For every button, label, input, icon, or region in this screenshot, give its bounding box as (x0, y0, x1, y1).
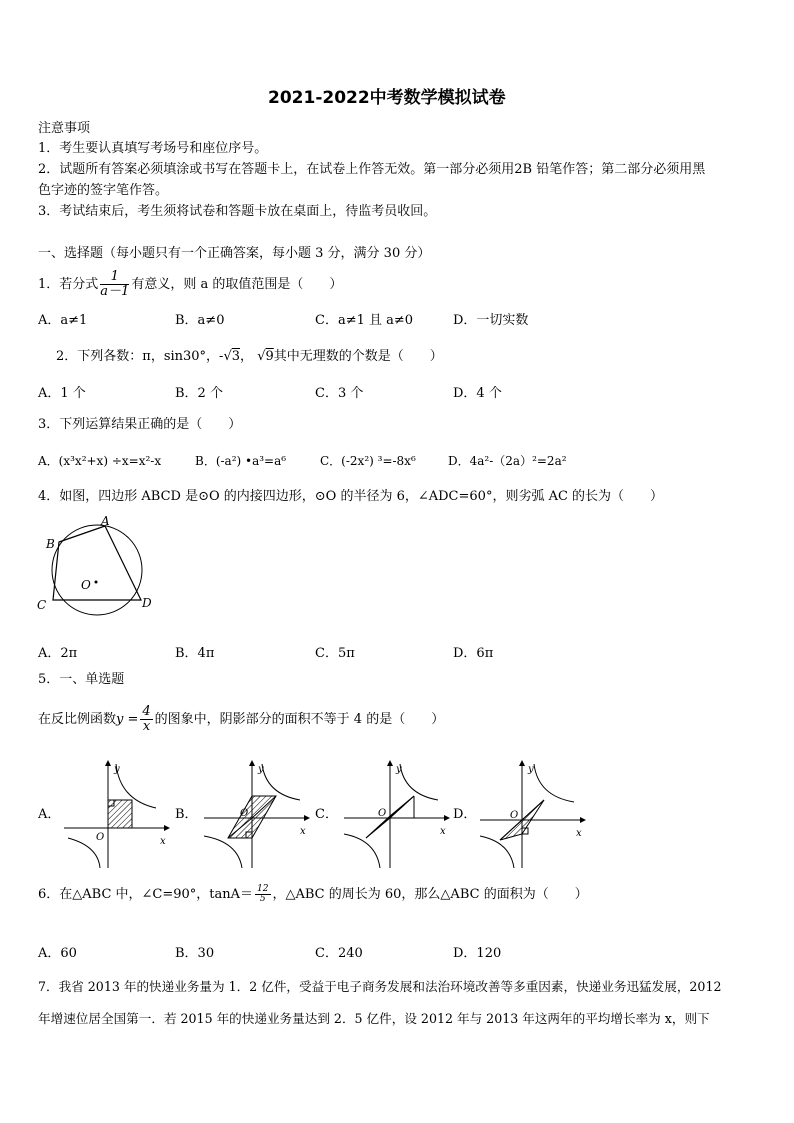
q5-y-eq: y = (116, 712, 139, 727)
q2-sqrt-1: 3 (231, 349, 241, 364)
x-axis-label: x (576, 828, 582, 839)
q6-suffix: ，△ABC 的周长为 60，那么△ABC 的面积为（ ） (272, 887, 588, 902)
page-title: 2021-2022中考数学模拟试卷 (268, 88, 506, 108)
q2-option-b: B．2 个 (175, 386, 223, 401)
question-2 (56, 349, 443, 365)
q4-option-b: B．4π (175, 646, 215, 661)
q2-prefix: 2．下列各数：π，sin30°，- (56, 349, 224, 364)
q1-option-a: A．a≠1 (38, 313, 88, 328)
q3-option-b: B．(-a²) •a³=a⁶ (195, 454, 287, 468)
origin-label: O (378, 808, 387, 819)
origin-label: O (510, 810, 519, 821)
q2-option-d: D．4 个 (453, 386, 502, 401)
q5-option-c-letter: C． (315, 807, 338, 822)
q2-option-a: A．1 个 (38, 386, 86, 401)
q4-label-b: B (46, 537, 55, 551)
x-axis-label: x (440, 826, 446, 837)
q1-option-b: B．a≠0 (175, 313, 225, 328)
q6-prefix: 6．在△ABC 中，∠C=90°，tanA＝ (38, 887, 254, 902)
section-heading: 一、选择题（每小题只有一个正确答案，每小题 3 分，满分 30 分） (38, 246, 431, 261)
q2-suffix: 其中无理数的个数是（ ） (273, 349, 443, 364)
q4-circle-figure (32, 512, 162, 616)
q4-option-d: D．6π (453, 646, 494, 661)
q6-option-d: D．120 (453, 946, 502, 961)
q5-graph-a (60, 760, 170, 870)
q5-frac-den: x (142, 719, 151, 734)
question-3: 3．下列运算结果正确的是（ ） (38, 417, 242, 432)
q6-option-a: A．60 (38, 946, 77, 961)
notice-item: 2．试题所有答案必须填涂或书写在答题卡上，在试卷上作答无效。第一部分必须用2B 铅笔作答；第二部分必须用黑 (38, 162, 706, 177)
q1-suffix: 有意义，则 a 的取值范围是（ ） (131, 277, 343, 292)
q4-label-a: A (101, 514, 110, 528)
question-4: 4．如图，四边形 ABCD 是⊙O 的内接四边形，⊙O 的半径为 6，∠ADC=60°，则劣弧 AC 的长为（ ） (38, 489, 664, 504)
q2-option-c: C．3 个 (315, 386, 364, 401)
q5-graph-c (340, 760, 450, 870)
q1-frac-num: 1 (100, 270, 129, 285)
notice-heading: 注意事项 (38, 121, 91, 136)
y-axis-label: y (114, 764, 120, 775)
q4-option-a: A．2π (38, 646, 78, 661)
origin-label: O (240, 808, 249, 819)
sqrt-icon: √ (257, 349, 266, 364)
question-6 (38, 880, 588, 910)
q5-prefix: 在反比例函数 (38, 712, 117, 727)
question-1 (38, 268, 342, 302)
y-axis-label: y (258, 764, 264, 775)
q5-option-a-letter: A． (38, 807, 61, 822)
q6-fraction (255, 885, 270, 904)
q5-frac-num: 4 (142, 704, 151, 719)
sqrt-icon: √ (223, 349, 232, 364)
x-axis-label: x (160, 836, 166, 847)
q2-middle: ， (240, 349, 254, 364)
q5-option-b-letter: B． (175, 807, 198, 822)
q3-option-d: D．4a²-（2a）²=2a² (448, 454, 567, 468)
q2-sqrt-2: 9 (265, 349, 274, 364)
q4-label-d: D (142, 596, 152, 610)
q1-fraction (100, 270, 129, 299)
q1-option-d: D．一切实数 (453, 313, 529, 328)
notice-item: 3．考试结束后，考生须将试卷和答题卡放在桌面上，待监考员收回。 (38, 204, 437, 219)
question-7-line-2: 年增速位居全国第一．若 2015 年的快递业务量达到 2．5 亿件，设 2012 年与 2013 年这两年的平均增长率为 x，则下 (38, 1011, 710, 1026)
question-5 (38, 703, 444, 737)
q4-option-c: C．5π (315, 646, 355, 661)
q6-option-c: C．240 (315, 946, 363, 961)
q6-frac-num: 12 (257, 884, 269, 894)
q4-label-o: O (81, 578, 91, 592)
q3-option-c: C．(-2x²) ³=-8x⁶ (320, 454, 416, 468)
y-axis-label: y (396, 764, 402, 775)
q5-heading: 5．一、单选题 (38, 672, 125, 687)
q6-frac-den: 5 (259, 894, 266, 904)
q1-option-c: C．a≠1 且 a≠0 (315, 313, 414, 328)
q4-label-c: C (37, 598, 47, 612)
notice-item: 色字迹的签字笔作答。 (38, 183, 169, 198)
notice-item: 1．考生要认真填写考场号和座位序号。 (38, 141, 268, 156)
q5-fraction (140, 705, 152, 734)
q6-option-b: B．30 (175, 946, 215, 961)
question-7-line-1: 7．我省 2013 年的快递业务量为 1．2 亿件，受益于电子商务发展和法治环境改善等多重因素，快递业务迅猛发展，2012 (38, 979, 722, 994)
q1-prefix: 1．若分式 (38, 277, 99, 292)
x-axis-label: x (300, 826, 306, 837)
q3-option-a: A．(x³x²+x) ÷x=x²-x (38, 454, 162, 468)
q5-graph-b (200, 760, 310, 870)
q1-frac-den: a－1 (100, 284, 130, 299)
y-axis-label: y (528, 764, 534, 775)
origin-label: O (96, 832, 105, 843)
q5-option-d-letter: D． (453, 807, 477, 822)
q5-graph-d (476, 760, 586, 870)
q5-suffix: 的图象中，阴影部分的面积不等于 4 的是（ ） (154, 712, 445, 727)
